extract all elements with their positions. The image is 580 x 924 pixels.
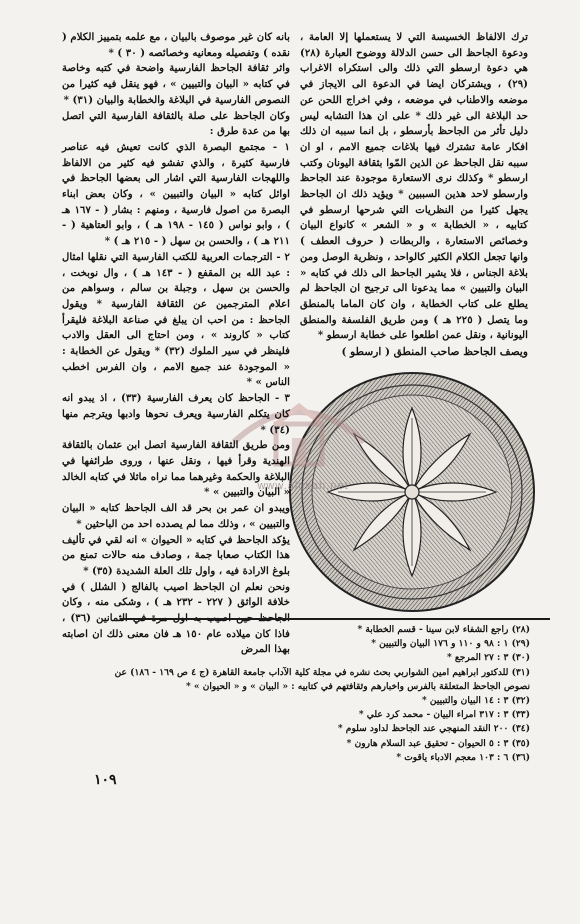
footnote: (٣٠) ٣ : ٢٧ المرجع *: [446, 652, 530, 664]
footnotes: [104, 623, 530, 765]
paragraph: بانه كان غير موصوف بالبيان ، مع علمه بتمييز الكلام ( نقده ) وتفصيله ومعانيه وخصائصه ( ٣٠ ) *: [62, 31, 290, 59]
footnote: (٣٥) ٣ : ٥ الحيوان - تحقيق عبد السلام هارون *: [346, 737, 530, 749]
right-column-text: [300, 30, 528, 356]
page-number: ١٠٩: [94, 772, 117, 788]
paragraph: ومن طريق الثقافة الفارسية اتصل ابن عثمان بالثقافة الهندية وقرأ فيها ، ونقل عنها ، وروى طرائفها في البلاغة والحكمة وغيرهما مما نراه ماثلا في كتابه الخالد « البيان والتبيين » *: [62, 439, 290, 499]
left-column-text: [62, 30, 291, 656]
watermark-text: www.alukah.net: [257, 480, 349, 492]
footnote: (٣٦) ٦ : ١٠٣ معجم الادباء ياقوت *: [396, 751, 530, 763]
footnote-rule: [120, 618, 550, 620]
footnote: (٣٢) ٣ : ١٤ البيان والتبيين *: [421, 695, 530, 707]
paragraph: ٢ - الترجمات العربية للكتب الفارسية التي نقلها امثال : عبد الله بن المقفع ( - ١٤٣ هـ ) ، وال نوبخت ، والحسن بن سهل ، وجبلة بن سالم ، وسواهم من اعلام المترجمين عن الثقافة الفارسية * ويقول الجاحظ : من احب ان يبلغ في صناعة البلاغة فليقرأ كتاب « كاروند » ، ومن احتاج الى العقل والادب فلينظر في سير الملوك (٣٢) * ويقول عن الخطابة : « الموجودة عند جميع الامم ، وان الفرس اخطب الناس » *: [62, 250, 290, 389]
paragraph: ١ - مجتمع البصرة الذي كانت تعيش فيه عناصر فارسية كثيرة ، والذي تفشو فيه كثير من الالفاظ واللهجات الفارسية التي اشار الى بعضها الجاحظ في اوائل كتابه « البيان والتبيين » ، وكان بعض ابناء البصرة من اصول فارسية ، ومنهم : بشار ( - ١٦٧ هـ ) ، وابو نواس ( ١٤٥ - ١٩٨ هـ ) ، وابو العتاهية ( - ٢١١ هـ ) ، والحسن بن سهل ( - ٢١٥ هـ ) *: [62, 140, 291, 248]
plate-caption: ويصف الجاحظ صاحب المنطق ( ارسطو ): [341, 346, 528, 358]
paragraph: ونحن نعلم ان الجاحظ اصيب بالفالج ( الشلل ) في خلافة الواثق ( ٢٢٧ - ٢٣٢ هـ ) ، وشكى منه ، وكان الجاحظ حين اصيب به اول مرة في الثمانين (٣٦) ، فاذا كان ميلاده عام ١٥٠ هـ فان معنى ذلك ان اصابته بهذا المرض: [62, 580, 290, 656]
paragraph: واثر ثقافة الجاحظ الفارسية واضحة في كتبه وخاصة في كتابه « البيان والتبيين » ، فهو ينقل فيه كثيرا من النصوص الفارسية في البلاغة والخطابة والبيان (٣١) *: [62, 62, 290, 106]
paragraph: ٣ - الجاحظ كان يعرف الفارسية (٣٣) ، اذ يبدو انه كان يتكلم الفارسية ويعرف نحوها وادبها ويترجم منها (٣٤) *: [62, 392, 291, 436]
paragraph: وكان الجاحظ على صلة بالثقافة الفارسية التي اتصل بها من عدة طرق :: [62, 109, 290, 138]
paragraph: يؤكد الجاحظ في كتابه « الحيوان » انه لقي في تأليف هذا الكتاب صعابا جمة ، وصادف منه حالات تمنع من بلوغ الارادة فيه ، واول تلك العلة الشديدة (٣٥) *: [62, 533, 290, 577]
footnote: (٣١) للدكتور ابراهيم امين الشواربي بحث نشره في مجلة كلية الآداب جامعة القاهرة (ج ٤ ص ١٦٩ - ١٨٦) عن نصوص الجاحظ المتعلقة بالفرس واخبارهم وثقافتهم في كتابيه : « البيان » و « الحيوان » *: [114, 666, 530, 692]
footnote: (٢٨) راجع الشفاء لابن سينا - قسم الخطابة *: [357, 624, 530, 635]
footnote: (٣٤) ٢٠٠ النقد المنهجي عند الجاحظ لداود سلوم *: [337, 723, 530, 735]
footnote: (٢٩) ١ : ٩٨ و ١١٠ و ١٧٦ البيان والتبيين *: [371, 638, 530, 650]
paragraph: ترك الالفاظ الخسيسة التي لا يستعملها إلا العامة ، ودعوة الجاحظ الى حسن الدلالة ووضوح العبارة (٢٨) هي دعوة ارسطو التي ذلك والى استكراه الاغراب (٢٩) ، ويشتركان ايضا في الدعوة الى الايجاز في موضعه والاطناب في موضعه ، وفي اخراج اللحن عن حد البلاغة الى غير ذلك * على ان هذا التشابه ليس دليل تأثر من الجاحظ بأرسطو ، بل انما سببه ان ذلك افكار عامة تشترك فيها بلاغات جميع الامم ، او ان سببه نقل الجاحظ عن الذين المّوا بثقافة اليونان وكتب ارسطو * وكذلك نرى الاستعارة موجودة عند الجاحظ وارسطو لاحد هذين السببين * ويؤيد ذلك ان الجاحظ يجهل كثيرا من النظريات التي شرحها ارسطو في كتابيه ، « الخطابة » و « الشعر » كانواع البيان وخصائص الاستعارة ، والربطات ( حروف العطف ) وانها تجعل الكلام الكثير كالواحد ، ونظرية الوصل ومن بلاغة الجناس ، فلا يشير الجاحظ الى ذلك في كتابه « البيان والتبيين » مما يدعونا الى ترجيح ان الجاحظ لم يطلع على كتاب الخطابة ، وان كان الماما بالمنطق وما يتصل ( ٢٢٥ هـ ) ومن طريق الفلسفة والمنطق اليونانية ، ونقل عمن اطلعوا على خطابة ارسطو *: [300, 31, 528, 342]
footnote: (٣٣) ٣ : ٣١٧ امراء البيان - محمد كرد علي *: [358, 709, 530, 721]
paragraph: ويبدو ان عمر بن بحر قد الف الجاحظ كتابه « البيان والتبيين » ، وذلك مما لم يصدده احد من الباحثين *: [62, 502, 290, 530]
